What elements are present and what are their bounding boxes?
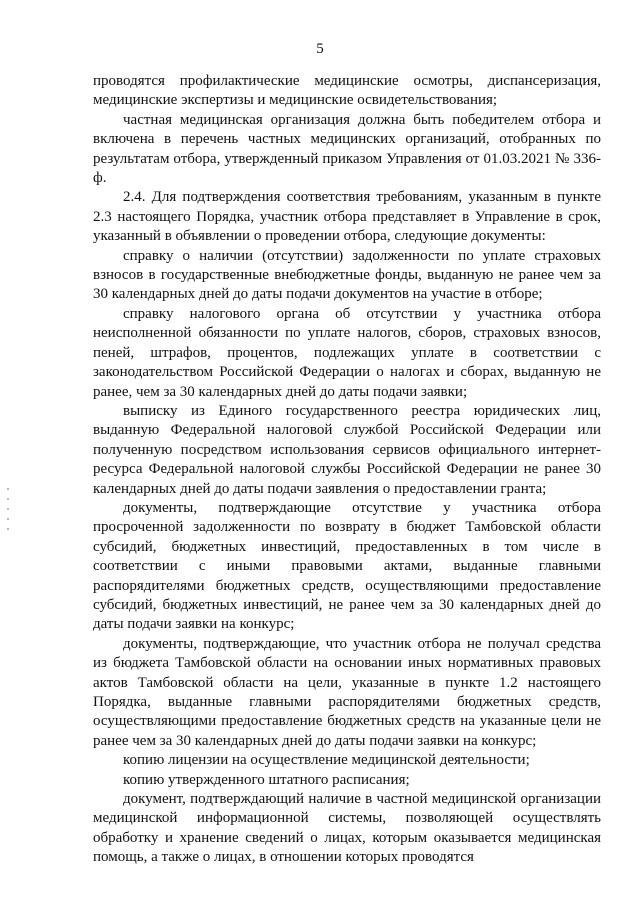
paragraph-overdue-debt-documents: документы, подтверждающие отсутствие у участника отбора просроченной задолженности по возврату в бюджет Тамбовской области субсидий, бюджетных инвестиций, предоставленных в том числе в соответствии с иными правовыми актами, выданные главными распорядителями бюджетных средств, осуществляющими предоставление субсидий, бюджетных инвестиций, не ранее чем за 30 календарных дней до даты подачи заявки на конкурс; [93,499,601,633]
paragraph-registry-extract: выписку из Единого государственного реестра юридических лиц, выданную Федеральной налоговой службой Российской Федерации или полученную посредством использования сервисов официального интернет-ресурса Федеральной налоговой службы Российской Федерации не ранее 30 календарных дней до даты подачи заявления о предоставлении гранта; [93,402,601,497]
paragraph-section-2-4: 2.4. Для подтверждения соответствия требованиям, указанным в пункте 2.3 настоящего Порядка, участник отбора представляет в Управление в срок, указанный в объявлении о проведении отбора, следующие документы: [93,189,601,245]
paragraph-private-organization: частная медицинская организация должна быть победителем отбора и включена в перечень частных медицинских организаций, отобранных по результатам отбора, утвержденный приказом Управления от 01.03.2021 № 336-ф. [93,111,601,187]
paragraph-staffing-schedule: копию утвержденного штатного расписания; [123,771,410,788]
paragraph-no-other-funds-documents: документы, подтверждающие, что участник отбора не получал средства из бюджета Тамбовской области на основании иных нормативных правовых актов Тамбовской области на цели, указанные в пункте 1.2 настоящего Порядка, выданные главными распорядителями бюджетных средств, осуществляющими предоставление бюджетных средств на указанные цели не ранее чем за 30 календарных дней до даты подачи заявки на конкурс; [93,635,601,749]
page-number: 5 [316,41,324,57]
document-body [93,72,601,868]
paragraph-continuation-medical-exams: проводятся профилактические медицинские осмотры, диспансеризация, медицинские экспертизы и медицинские освидетельствования; [93,73,601,109]
paragraph-insurance-certificate: справку о наличии (отсутствии) задолженности по уплате страховых взносов в государственные внебюджетные фонды, выданную не ранее чем за 30 календарных дней до даты подачи документов на участие в отборе; [93,247,601,303]
paragraph-tax-certificate: справку налогового органа об отсутствии у участника отбора неисполненной обязанности по уплате налогов, сборов, страховых взносов, пеней, штрафов, процентов, подлежащих уплате в соответствии с законодательством Российской Федерации о налогах и сборах, выданную не ранее, чем за 30 календарных дней до даты подачи заявки; [93,305,601,400]
paragraph-information-system: документ, подтверждающий наличие в частной медицинской организации медицинской информационной системы, позволяющей осуществлять обработку и хранение сведений о лицах, которым оказывается медицинская помощь, а также о лицах, в отношении которых проводятся [93,791,601,866]
scan-margin-marks [4,488,12,548]
paragraph-license-copy: копию лицензии на осуществление медицинской деятельности; [123,752,530,769]
